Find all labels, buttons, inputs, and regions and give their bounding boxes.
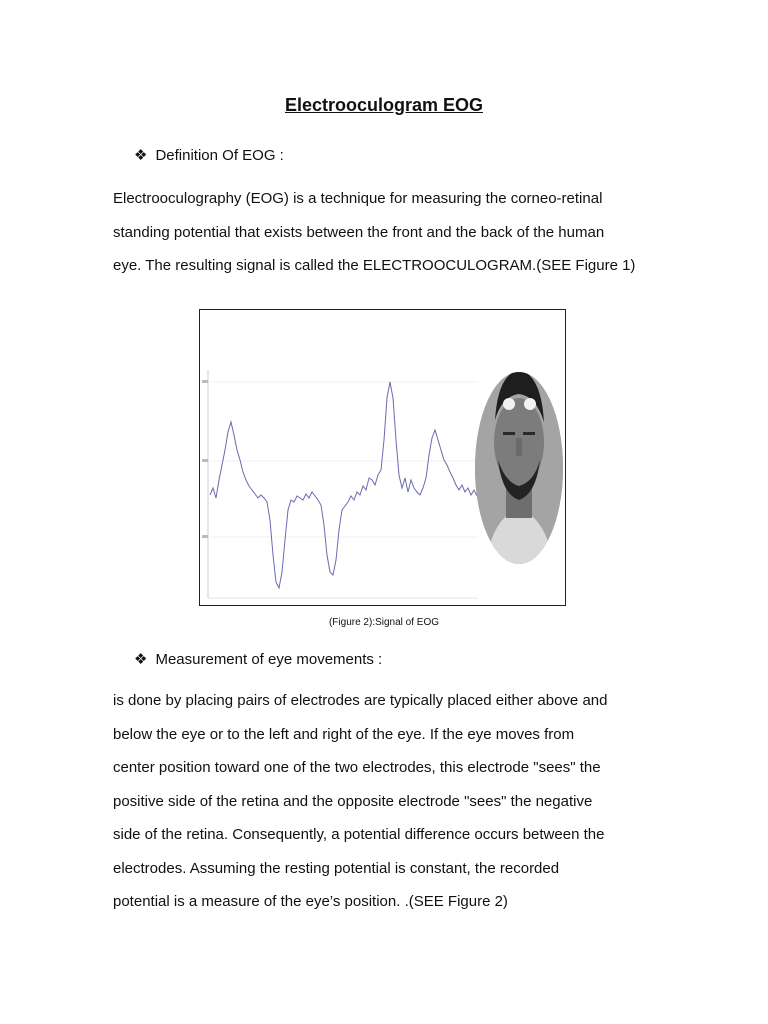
measurement-paragraph [113,684,658,919]
section-heading-measurement [134,650,382,668]
bullet-diamond-icon: ❖ [134,651,148,668]
paragraph-line: electrodes. Assuming the resting potential is constant, the recorded [113,859,560,877]
paragraph-line: eye. The resulting signal is called the ELECTROOCULOGRAM.(SEE Figure 1) [113,257,636,274]
bullet-diamond-icon: ❖ [134,147,148,164]
eog-figure-image [200,310,565,605]
paragraph-line: is done by placing pairs of electrodes are typically placed either above and [113,692,608,709]
paragraph-line: center position toward one of the two electrodes, this electrode "sees" the [113,759,601,776]
section-heading-definition [134,146,284,164]
figure-caption: (Figure 2):Signal of EOG [328,617,440,628]
paragraph-line: side of the retina. Consequently, a potential difference occurs between the [113,826,605,843]
definition-paragraph [113,182,658,283]
paragraph-line: Electrooculography (EOG) is a technique for measuring the corneo-retinal [113,190,603,207]
section-heading-label: Definition Of EOG : [155,146,284,164]
paragraph-line: standing potential that exists between the front and the back of the human [113,223,605,241]
paragraph-line: below the eye or to the left and right of the eye. If the eye moves from [113,725,575,743]
paragraph-line: potential is a measure of the eye’s position. .(SEE Figure 2) [113,893,508,910]
eog-figure [199,309,566,606]
section-heading-label: Measurement of eye movements : [155,650,383,668]
paragraph-line: positive side of the retina and the opposite electrode "sees" the negative [113,792,593,810]
page-title: Electrooculogram EOG [284,95,484,115]
